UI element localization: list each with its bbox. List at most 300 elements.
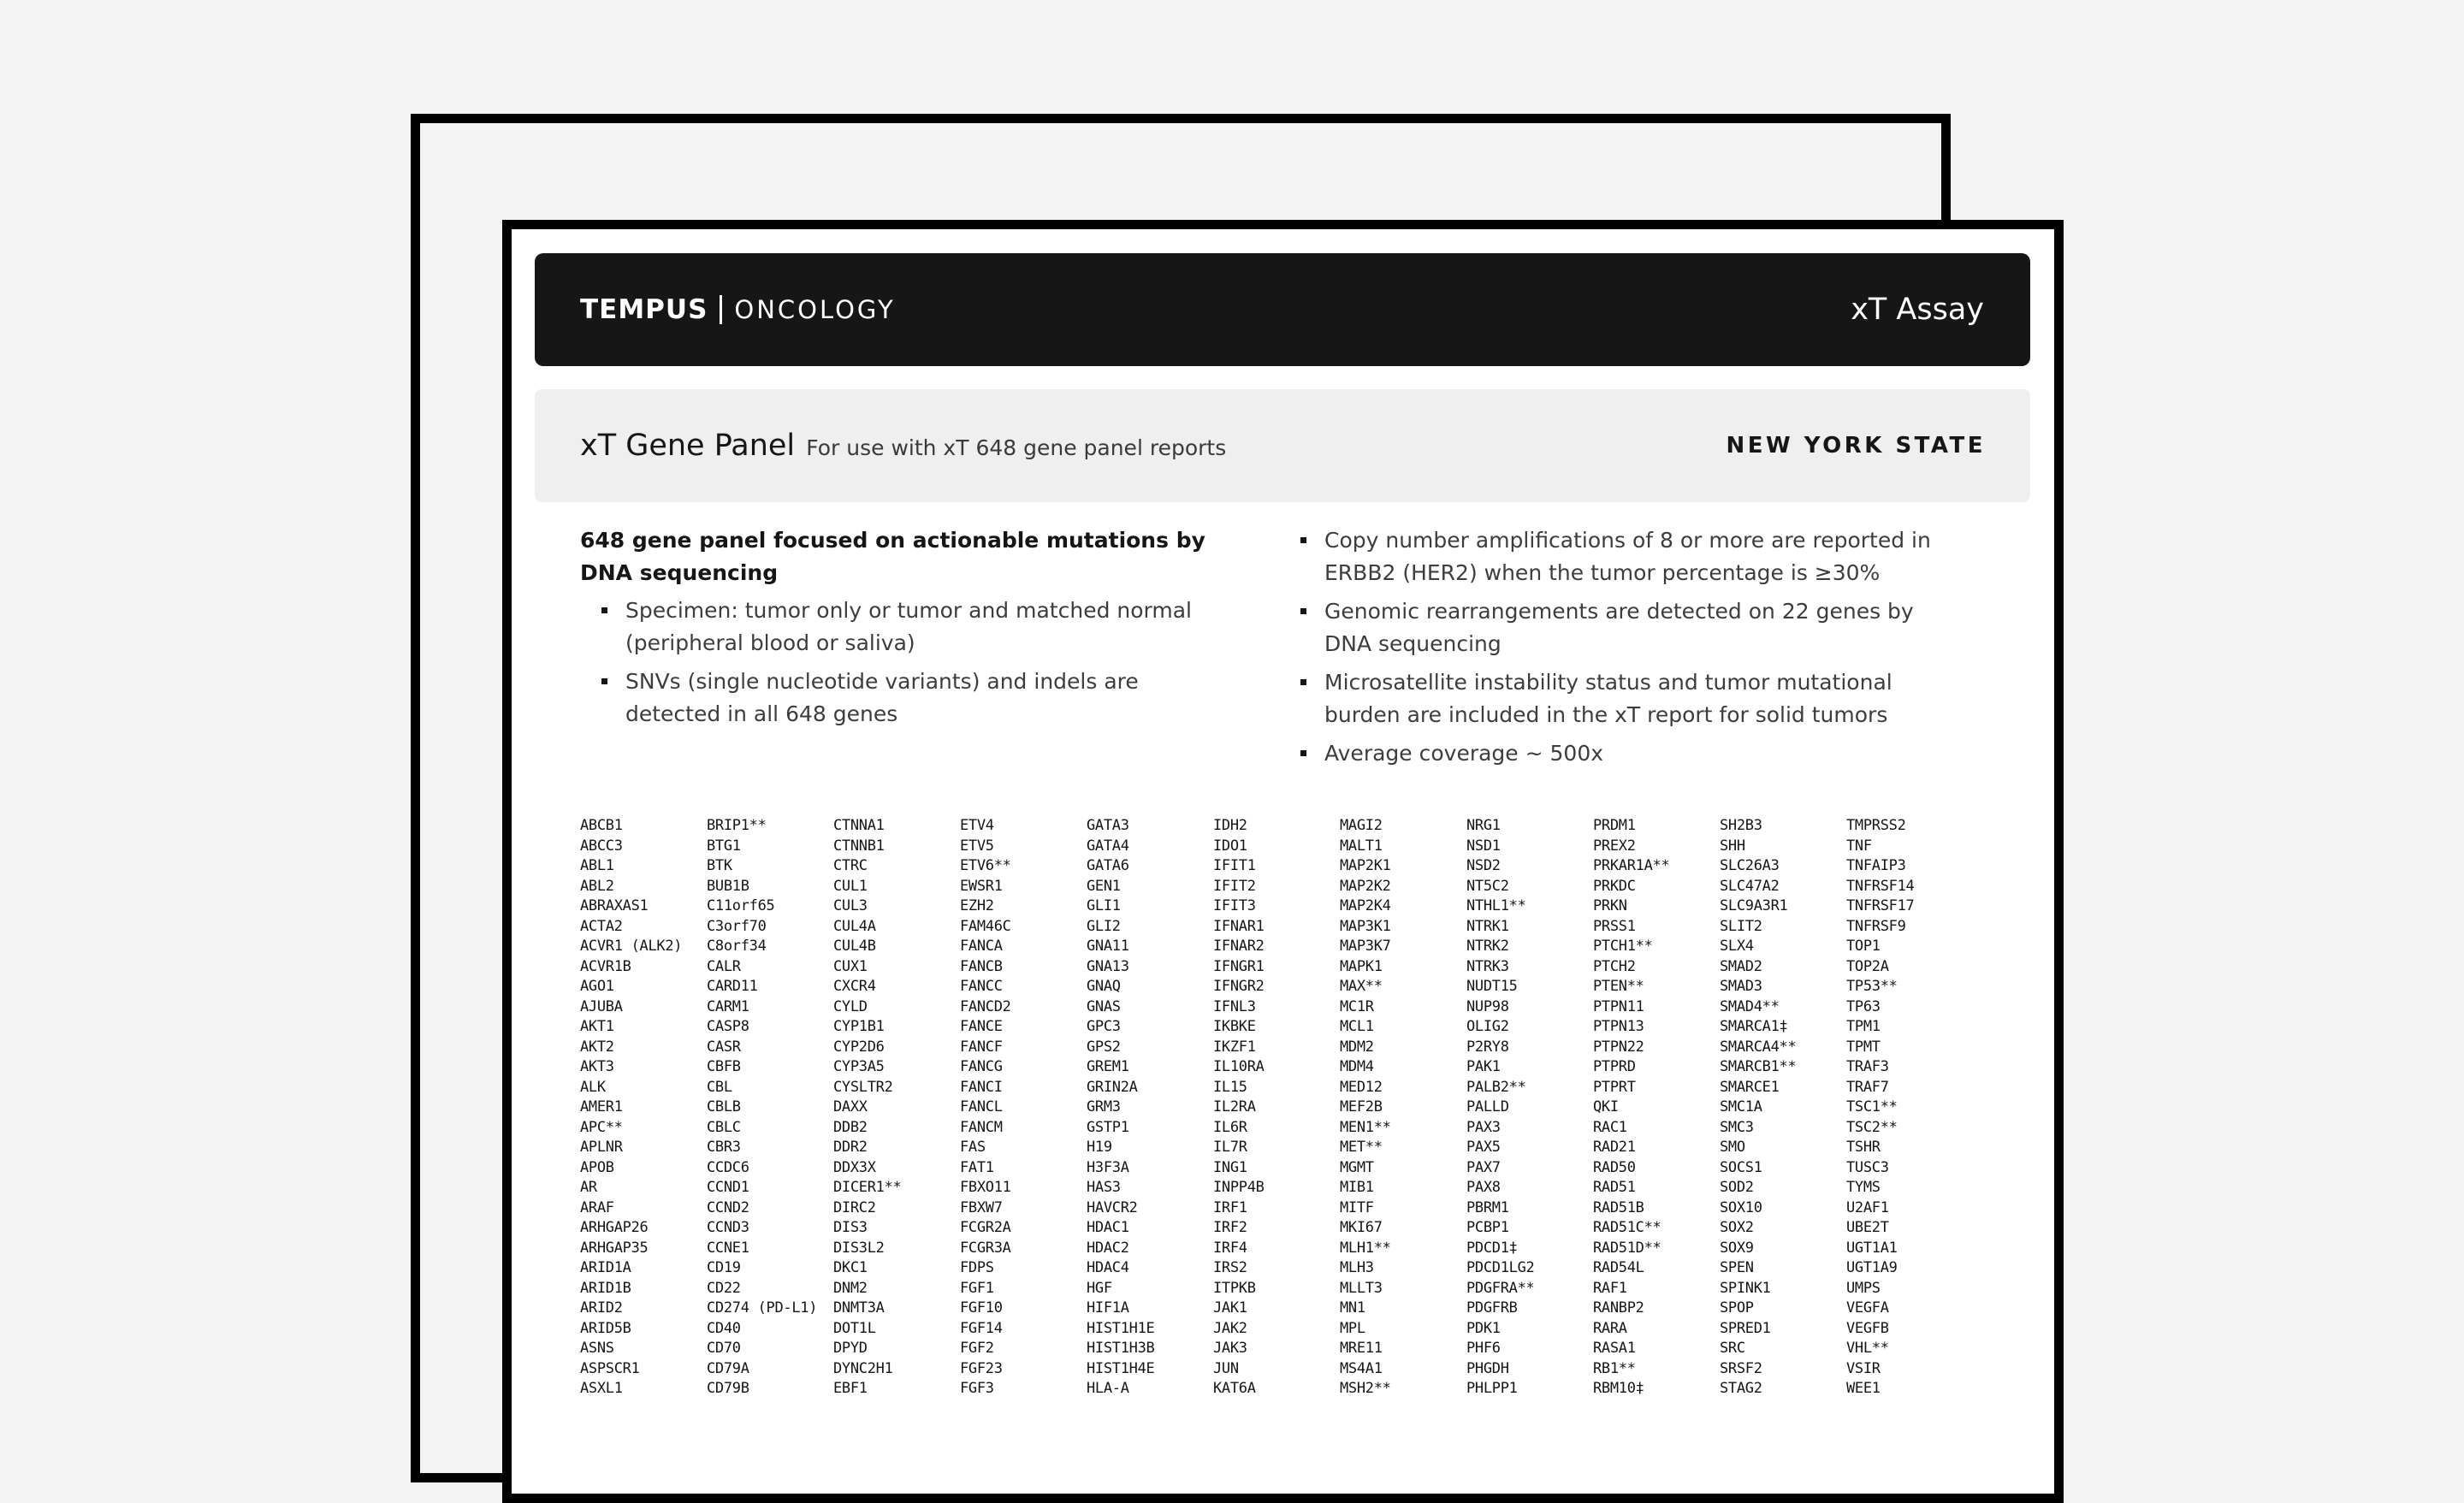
gene-item: FANCE xyxy=(960,1018,1003,1035)
gene-item: SOX2 xyxy=(1720,1219,1754,1236)
gene-item: FCGR2A xyxy=(960,1219,1011,1236)
gene-item: MEF2B xyxy=(1340,1098,1383,1115)
gene-item: APLNR xyxy=(580,1139,623,1156)
gene-item: CBFB xyxy=(707,1058,741,1075)
gene-item: IFNL3 xyxy=(1213,997,1256,1015)
gene-item: SPRED1 xyxy=(1720,1319,1771,1337)
gene-item: GRIN2A xyxy=(1087,1078,1138,1096)
gene-item: TMPRSS2 xyxy=(1846,817,1906,834)
gene-item: INPP4B xyxy=(1213,1179,1265,1196)
gene-item: IDO1 xyxy=(1213,837,1247,855)
gene-item: CD40 xyxy=(707,1319,741,1337)
gene-item: PRDM1 xyxy=(1593,817,1636,834)
gene-item: MET** xyxy=(1340,1139,1383,1156)
gene-item: FANCG xyxy=(960,1058,1003,1075)
gene-item: AMER1 xyxy=(580,1098,623,1115)
gene-item: SOX10 xyxy=(1720,1198,1762,1216)
gene-item: RAD51B xyxy=(1593,1198,1644,1216)
gene-item: ARHGAP26 xyxy=(580,1219,649,1236)
gene-item: IL6R xyxy=(1213,1118,1247,1136)
gene-item: TNFRSF14 xyxy=(1846,877,1915,895)
gene-item: IRF1 xyxy=(1213,1198,1247,1216)
intro-bullet: Copy number amplifications of 8 or more are reported in ERBB2 (HER2) when the tumor percentage is ≥30% xyxy=(1300,524,1951,589)
gene-column xyxy=(1720,816,1846,1399)
gene-item: CD79B xyxy=(707,1380,749,1397)
gene-item: SMARCE1 xyxy=(1720,1078,1780,1096)
gene-item: TPM1 xyxy=(1846,1018,1881,1035)
gene-item: CYP2D6 xyxy=(833,1038,885,1056)
state-label: NEW YORK STATE xyxy=(1726,433,1986,459)
gene-item: NUP98 xyxy=(1466,997,1509,1015)
gene-item: EWSR1 xyxy=(960,877,1003,895)
gene-item: PTCH1** xyxy=(1593,938,1653,955)
gene-item: PAX8 xyxy=(1466,1179,1501,1196)
gene-item: HDAC2 xyxy=(1087,1239,1129,1257)
gene-item: MLH3 xyxy=(1340,1259,1374,1276)
gene-item: VHL** xyxy=(1846,1340,1889,1357)
gene-item: JAK3 xyxy=(1213,1340,1247,1357)
gene-item: CD70 xyxy=(707,1340,741,1357)
gene-item: DPYD xyxy=(833,1340,868,1357)
gene-item: MLLT3 xyxy=(1340,1279,1383,1297)
gene-item: MLH1** xyxy=(1340,1239,1391,1257)
gene-item: UGT1A1 xyxy=(1846,1239,1898,1257)
gene-item: SPOP xyxy=(1720,1299,1754,1317)
gene-item: TNF xyxy=(1846,837,1872,855)
gene-item: GNAS xyxy=(1087,997,1121,1015)
intro-right xyxy=(1300,524,1951,776)
gene-item: GNA13 xyxy=(1087,957,1129,975)
gene-item: MCL1 xyxy=(1340,1018,1374,1035)
gene-item: TOP2A xyxy=(1846,957,1889,975)
gene-item: CTNNA1 xyxy=(833,817,885,834)
gene-item: SMARCB1** xyxy=(1720,1058,1797,1075)
gene-item: IL2RA xyxy=(1213,1098,1256,1115)
gene-item: PTPN22 xyxy=(1593,1038,1644,1056)
gene-item: PDK1 xyxy=(1466,1319,1501,1337)
gene-item: PDGFRA** xyxy=(1466,1279,1535,1297)
gene-item: MAX** xyxy=(1340,978,1383,995)
gene-item: NUDT15 xyxy=(1466,978,1518,995)
assay-label: xT Assay xyxy=(1851,293,1984,327)
gene-item: PDCD1LG2 xyxy=(1466,1259,1535,1276)
gene-item: GPC3 xyxy=(1087,1018,1121,1035)
gene-item: PHLPP1 xyxy=(1466,1380,1518,1397)
gene-item: SLIT2 xyxy=(1720,917,1762,935)
gene-item: SPEN xyxy=(1720,1259,1754,1276)
gene-column xyxy=(833,816,960,1399)
gene-item: SPINK1 xyxy=(1720,1279,1771,1297)
gene-item: STAG2 xyxy=(1720,1380,1762,1397)
gene-item: PAX7 xyxy=(1466,1158,1501,1176)
gene-item: PAK1 xyxy=(1466,1058,1501,1075)
gene-item: PTPRD xyxy=(1593,1058,1636,1075)
gene-item: PHF6 xyxy=(1466,1340,1501,1357)
gene-item: MAP2K1 xyxy=(1340,857,1391,874)
gene-item: IFNGR2 xyxy=(1213,978,1265,995)
gene-item: GEN1 xyxy=(1087,877,1121,895)
gene-item: IKBKE xyxy=(1213,1018,1256,1035)
gene-item: ARID2 xyxy=(580,1299,623,1317)
gene-item: SMAD3 xyxy=(1720,978,1762,995)
gene-item: SLC47A2 xyxy=(1720,877,1780,895)
gene-item: ARID1A xyxy=(580,1259,631,1276)
gene-item: JUN xyxy=(1213,1359,1239,1377)
gene-item: JAK1 xyxy=(1213,1299,1247,1317)
gene-item: GNAQ xyxy=(1087,978,1121,995)
gene-item: SMO xyxy=(1720,1139,1745,1156)
gene-item: PALB2** xyxy=(1466,1078,1526,1096)
intro-lead: 648 gene panel focused on actionable mutations by DNA sequencing xyxy=(580,528,1205,585)
gene-item: PRKN xyxy=(1593,897,1627,914)
gene-item: MS4A1 xyxy=(1340,1359,1383,1377)
gene-item: SRSF2 xyxy=(1720,1359,1762,1377)
gene-item: APC** xyxy=(580,1118,623,1136)
tempus-oncology-logo xyxy=(580,294,896,325)
gene-item: MAP2K4 xyxy=(1340,897,1391,914)
intro-bullet: Average coverage ~ 500x xyxy=(1300,737,1951,770)
logo-division: ONCOLOGY xyxy=(734,295,896,324)
gene-item: RAD50 xyxy=(1593,1158,1636,1176)
gene-item: PBRM1 xyxy=(1466,1198,1509,1216)
gene-item: NTRK1 xyxy=(1466,917,1509,935)
gene-item: SMARCA4** xyxy=(1720,1038,1797,1056)
gene-item: FGF23 xyxy=(960,1359,1003,1377)
gene-item: KAT6A xyxy=(1213,1380,1256,1397)
gene-item: PDGFRB xyxy=(1466,1299,1518,1317)
gene-column xyxy=(1087,816,1213,1399)
gene-item: TSC1** xyxy=(1846,1098,1898,1115)
gene-item: UBE2T xyxy=(1846,1219,1889,1236)
gene-item: IFNAR1 xyxy=(1213,917,1265,935)
gene-item: PTPN11 xyxy=(1593,997,1644,1015)
gene-item: VSIR xyxy=(1846,1359,1881,1377)
gene-item: RBM10‡ xyxy=(1593,1380,1644,1397)
gene-item: MAPK1 xyxy=(1340,957,1383,975)
gene-item: GLI2 xyxy=(1087,917,1121,935)
gene-item: CD22 xyxy=(707,1279,741,1297)
gene-item: MAP2K2 xyxy=(1340,877,1391,895)
gene-item: IDH2 xyxy=(1213,817,1247,834)
gene-item: MSH2** xyxy=(1340,1380,1391,1397)
gene-item: TOP1 xyxy=(1846,938,1881,955)
gene-item: HGF xyxy=(1087,1279,1112,1297)
gene-item: FANCM xyxy=(960,1118,1003,1136)
gene-item: CUL1 xyxy=(833,877,868,895)
gene-item: CD19 xyxy=(707,1259,741,1276)
gene-item: FGF10 xyxy=(960,1299,1003,1317)
gene-item: PRKAR1A** xyxy=(1593,857,1670,874)
gene-item: FGF2 xyxy=(960,1340,994,1357)
gene-column xyxy=(707,816,833,1399)
gene-item: FGF3 xyxy=(960,1380,994,1397)
intro-bullet: Specimen: tumor only or tumor and matched normal (peripheral blood or saliva) xyxy=(601,595,1230,660)
gene-item: PTEN** xyxy=(1593,978,1644,995)
gene-item: RAF1 xyxy=(1593,1279,1627,1297)
gene-item: ABL1 xyxy=(580,857,614,874)
gene-item: IFIT2 xyxy=(1213,877,1256,895)
gene-item: UGT1A9 xyxy=(1846,1259,1898,1276)
gene-item: PHGDH xyxy=(1466,1359,1509,1377)
gene-item: DOT1L xyxy=(833,1319,876,1337)
gene-item: MALT1 xyxy=(1340,837,1383,855)
panel-title xyxy=(580,429,1226,463)
logo-brand: TEMPUS xyxy=(580,294,708,325)
gene-item: AKT1 xyxy=(580,1018,614,1035)
gene-list-grid xyxy=(580,816,1973,1399)
gene-column xyxy=(1593,816,1720,1399)
gene-item: FBXW7 xyxy=(960,1198,1003,1216)
gene-item: MAP3K1 xyxy=(1340,917,1391,935)
gene-item: CCND3 xyxy=(707,1219,749,1236)
gene-item: H3F3A xyxy=(1087,1158,1129,1176)
gene-item: TRAF7 xyxy=(1846,1078,1889,1096)
gene-item: SLC9A3R1 xyxy=(1720,897,1788,914)
gene-item: NT5C2 xyxy=(1466,877,1509,895)
gene-item: ABCB1 xyxy=(580,817,623,834)
panel-subheader xyxy=(535,389,2030,502)
gene-item: FANCA xyxy=(960,938,1003,955)
gene-item: NSD1 xyxy=(1466,837,1501,855)
header-bar xyxy=(535,253,2030,366)
gene-item: GRM3 xyxy=(1087,1098,1121,1115)
gene-item: GATA3 xyxy=(1087,817,1129,834)
gene-item: MED12 xyxy=(1340,1078,1383,1096)
gene-item: ACTA2 xyxy=(580,917,623,935)
gene-item: DDB2 xyxy=(833,1118,868,1136)
gene-item: C3orf70 xyxy=(707,917,767,935)
gene-item: RASA1 xyxy=(1593,1340,1636,1357)
gene-item: SMAD4** xyxy=(1720,997,1780,1015)
logo-divider xyxy=(720,295,722,324)
gene-item: SH2B3 xyxy=(1720,817,1762,834)
gene-item: GPS2 xyxy=(1087,1038,1121,1056)
panel-subtitle: For use with xT 648 gene panel reports xyxy=(806,435,1227,460)
gene-item: FDPS xyxy=(960,1259,994,1276)
gene-item: BTG1 xyxy=(707,837,741,855)
gene-item: C11orf65 xyxy=(707,897,775,914)
front-page-sheet xyxy=(502,220,2064,1503)
gene-item: PTPRT xyxy=(1593,1078,1636,1096)
gene-item: RAD51D** xyxy=(1593,1239,1661,1257)
gene-item: OLIG2 xyxy=(1466,1018,1509,1035)
gene-item: CBLC xyxy=(707,1118,741,1136)
gene-item: ING1 xyxy=(1213,1158,1247,1176)
gene-item: SLX4 xyxy=(1720,938,1754,955)
gene-item: TRAF3 xyxy=(1846,1058,1889,1075)
gene-item: SOCS1 xyxy=(1720,1158,1762,1176)
gene-item: AKT2 xyxy=(580,1038,614,1056)
gene-item: DYNC2H1 xyxy=(833,1359,893,1377)
gene-item: FANCB xyxy=(960,957,1003,975)
gene-item: HDAC1 xyxy=(1087,1219,1129,1236)
gene-item: DAXX xyxy=(833,1098,868,1115)
gene-item: CCDC6 xyxy=(707,1158,749,1176)
gene-item: CASR xyxy=(707,1038,741,1056)
gene-item: CUL4A xyxy=(833,917,876,935)
gene-item: RAD54L xyxy=(1593,1259,1644,1276)
gene-item: FAS xyxy=(960,1139,986,1156)
gene-item: MIB1 xyxy=(1340,1179,1374,1196)
gene-item: RARA xyxy=(1593,1319,1627,1337)
gene-item: ETV5 xyxy=(960,837,994,855)
gene-item: SOD2 xyxy=(1720,1179,1754,1196)
panel-title-text: xT Gene Panel xyxy=(580,429,796,463)
gene-item: VEGFB xyxy=(1846,1319,1889,1337)
gene-item: SOX9 xyxy=(1720,1239,1754,1257)
gene-item: TUSC3 xyxy=(1846,1158,1889,1176)
gene-item: CYLD xyxy=(833,997,868,1015)
intro-left xyxy=(580,524,1230,737)
gene-item: IFNGR1 xyxy=(1213,957,1265,975)
gene-item: SMC1A xyxy=(1720,1098,1762,1115)
gene-item: IL7R xyxy=(1213,1139,1247,1156)
gene-item: MC1R xyxy=(1340,997,1374,1015)
gene-item: CUL3 xyxy=(833,897,868,914)
gene-item: CALR xyxy=(707,957,741,975)
gene-item: TP63 xyxy=(1846,997,1881,1015)
gene-item: CXCR4 xyxy=(833,978,876,995)
gene-item: JAK2 xyxy=(1213,1319,1247,1337)
gene-item: SMAD2 xyxy=(1720,957,1762,975)
gene-item: CASP8 xyxy=(707,1018,749,1035)
gene-item: NRG1 xyxy=(1466,817,1501,834)
gene-item: RAD21 xyxy=(1593,1139,1636,1156)
gene-item: IFIT1 xyxy=(1213,857,1256,874)
gene-item: DNM2 xyxy=(833,1279,868,1297)
gene-item: SRC xyxy=(1720,1340,1745,1357)
gene-item: FAT1 xyxy=(960,1158,994,1176)
gene-item: ARID1B xyxy=(580,1279,631,1297)
gene-item: H19 xyxy=(1087,1139,1112,1156)
gene-item: ARID5B xyxy=(580,1319,631,1337)
gene-item: CUX1 xyxy=(833,957,868,975)
gene-item: IRF2 xyxy=(1213,1219,1247,1236)
gene-item: TSC2** xyxy=(1846,1118,1898,1136)
gene-item: MAP3K7 xyxy=(1340,938,1391,955)
gene-item: MITF xyxy=(1340,1198,1374,1216)
gene-item: PRKDC xyxy=(1593,877,1636,895)
gene-item: FANCC xyxy=(960,978,1003,995)
gene-item: PRSS1 xyxy=(1593,917,1636,935)
gene-item: ABRAXAS1 xyxy=(580,897,649,914)
gene-item: BRIP1** xyxy=(707,817,767,834)
gene-item: PDCD1‡ xyxy=(1466,1239,1518,1257)
gene-item: AR xyxy=(580,1179,597,1196)
intro-bullet: Genomic rearrangements are detected on 22 genes by DNA sequencing xyxy=(1300,595,1951,660)
gene-column xyxy=(1213,816,1340,1399)
gene-item: FGF1 xyxy=(960,1279,994,1297)
gene-item: DIRC2 xyxy=(833,1198,876,1216)
gene-item: CD79A xyxy=(707,1359,749,1377)
gene-item: TNFRSF9 xyxy=(1846,917,1906,935)
gene-item: ASPSCR1 xyxy=(580,1359,640,1377)
gene-item: MAGI2 xyxy=(1340,817,1383,834)
gene-item: NTRK2 xyxy=(1466,938,1509,955)
gene-item: ALK xyxy=(580,1078,606,1096)
gene-item: EBF1 xyxy=(833,1380,868,1397)
gene-item: DDR2 xyxy=(833,1139,868,1156)
gene-item: CARM1 xyxy=(707,997,749,1015)
gene-item: DIS3 xyxy=(833,1219,868,1236)
gene-item: SMC3 xyxy=(1720,1118,1754,1136)
gene-item: EZH2 xyxy=(960,897,994,914)
gene-item: PREX2 xyxy=(1593,837,1636,855)
gene-item: AGO1 xyxy=(580,978,614,995)
gene-item: MDM4 xyxy=(1340,1058,1374,1075)
intro-right-list xyxy=(1300,524,1951,770)
gene-item: IRS2 xyxy=(1213,1259,1247,1276)
gene-item: CCND1 xyxy=(707,1179,749,1196)
gene-item: CCND2 xyxy=(707,1198,749,1216)
gene-item: CUL4B xyxy=(833,938,876,955)
gene-item: NSD2 xyxy=(1466,857,1501,874)
gene-item: CYP1B1 xyxy=(833,1018,885,1035)
gene-item: GNA11 xyxy=(1087,938,1129,955)
gene-item: HIF1A xyxy=(1087,1299,1129,1317)
gene-item: NTHL1** xyxy=(1466,897,1526,914)
gene-item: VEGFA xyxy=(1846,1299,1889,1317)
gene-item: BUB1B xyxy=(707,877,749,895)
gene-item: ETV4 xyxy=(960,817,994,834)
gene-item: ASNS xyxy=(580,1340,614,1357)
gene-item: MDM2 xyxy=(1340,1038,1374,1056)
gene-item: TSHR xyxy=(1846,1139,1881,1156)
gene-item: CD274 (PD-L1) xyxy=(707,1299,818,1317)
gene-column xyxy=(1466,816,1593,1399)
gene-item: HAVCR2 xyxy=(1087,1198,1138,1216)
gene-item: PTCH2 xyxy=(1593,957,1636,975)
gene-item: ARAF xyxy=(580,1198,614,1216)
gene-item: ITPKB xyxy=(1213,1279,1256,1297)
gene-item: AJUBA xyxy=(580,997,623,1015)
gene-item: PCBP1 xyxy=(1466,1219,1509,1236)
gene-item: MRE11 xyxy=(1340,1340,1383,1357)
gene-item: RAC1 xyxy=(1593,1118,1627,1136)
gene-item: CBR3 xyxy=(707,1139,741,1156)
gene-item: CBL xyxy=(707,1078,732,1096)
gene-column xyxy=(580,816,707,1399)
gene-item: HIST1H3B xyxy=(1087,1340,1155,1357)
gene-item: HIST1H4E xyxy=(1087,1359,1155,1377)
gene-item: IL10RA xyxy=(1213,1058,1265,1075)
gene-item: TYMS xyxy=(1846,1179,1881,1196)
gene-item: AKT3 xyxy=(580,1058,614,1075)
gene-item: APOB xyxy=(580,1158,614,1176)
gene-item: UMPS xyxy=(1846,1279,1881,1297)
gene-item: MN1 xyxy=(1340,1299,1365,1317)
gene-item: DNMT3A xyxy=(833,1299,885,1317)
gene-item: PAX3 xyxy=(1466,1118,1501,1136)
gene-item: BTK xyxy=(707,857,732,874)
gene-item: CYP3A5 xyxy=(833,1058,885,1075)
gene-item: GATA4 xyxy=(1087,837,1129,855)
gene-item: IFNAR2 xyxy=(1213,938,1265,955)
gene-item: ABCC3 xyxy=(580,837,623,855)
gene-item: DIS3L2 xyxy=(833,1239,885,1257)
gene-item: C8orf34 xyxy=(707,938,767,955)
gene-item: DICER1** xyxy=(833,1179,902,1196)
gene-item: ACVR1B xyxy=(580,957,631,975)
gene-item: PAX5 xyxy=(1466,1139,1501,1156)
gene-item: TNFRSF17 xyxy=(1846,897,1915,914)
gene-item: SMARCA1‡ xyxy=(1720,1018,1788,1035)
gene-column xyxy=(1846,816,1973,1399)
gene-item: ACVR1 (ALK2) xyxy=(580,938,683,955)
gene-item: U2AF1 xyxy=(1846,1198,1889,1216)
gene-item: FGF14 xyxy=(960,1319,1003,1337)
gene-item: FBXO11 xyxy=(960,1179,1011,1196)
